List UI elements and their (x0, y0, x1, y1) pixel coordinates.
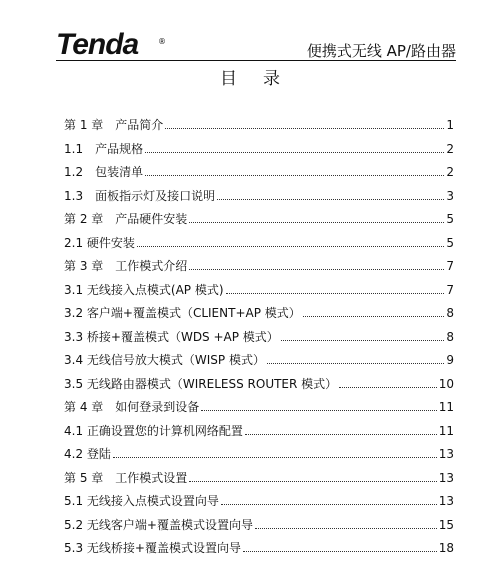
toc-entry-label: 3.2 客户端+覆盖模式（CLIENT+AP 模式） (64, 306, 301, 320)
dot-leader (113, 448, 437, 458)
toc-entry[interactable] (64, 116, 454, 140)
dot-leader (189, 260, 444, 270)
toc-entry[interactable] (64, 422, 454, 446)
toc-entry[interactable] (64, 351, 454, 375)
toc-entry-page: 2 (446, 165, 454, 179)
dot-leader (267, 354, 444, 364)
toc-entry-page: 5 (446, 235, 454, 250)
dot-leader (221, 495, 437, 505)
dot-leader (255, 519, 437, 529)
toc-entry-page: 8 (446, 306, 454, 320)
toc-entry-page: 13 (438, 470, 454, 485)
dot-leader (217, 190, 444, 200)
toc-entry[interactable] (64, 140, 454, 164)
document-title: 便携式无线 AP/路由器 (306, 42, 456, 60)
table-of-contents (64, 116, 454, 563)
dot-leader (226, 284, 445, 294)
toc-entry[interactable] (64, 516, 454, 540)
toc-entry[interactable] (64, 398, 454, 422)
registered-mark: ® (158, 37, 166, 46)
dot-leader (201, 401, 436, 411)
toc-entry-page: 8 (446, 329, 454, 344)
toc-entry-label: 3.3 桥接+覆盖模式（WDS +AP 模式） (64, 329, 279, 344)
dot-leader (245, 425, 437, 435)
toc-entry[interactable] (64, 492, 454, 516)
toc-entry-page: 13 (438, 494, 454, 508)
toc-entry[interactable] (64, 163, 454, 187)
toc-entry-page: 7 (446, 259, 454, 273)
toc-entry-label: 5.2 无线客户端+覆盖模式设置向导 (64, 517, 253, 532)
toc-entry[interactable] (64, 328, 454, 352)
toc-entry-page: 9 (446, 353, 454, 367)
toc-entry-label: 第 2 章 产品硬件安装 (64, 212, 188, 226)
toc-entry[interactable] (64, 445, 454, 469)
toc-entry-page: 3 (446, 188, 454, 203)
toc-entry-label: 1.2 包装清单 (64, 165, 144, 179)
toc-entry-page: 11 (438, 423, 454, 438)
toc-entry-label: 3.1 无线接入点模式(AP 模式) (64, 282, 224, 297)
toc-entry-label: 2.1 硬件安装 (64, 235, 135, 250)
toc-entry[interactable] (64, 210, 454, 234)
toc-entry-page: 15 (438, 517, 454, 532)
toc-entry-label: 第 3 章 工作模式介绍 (64, 259, 188, 273)
toc-entry-label: 第 4 章 如何登录到设备 (64, 400, 200, 414)
dot-leader (137, 237, 444, 247)
toc-entry-label: 5.1 无线接入点模式设置向导 (64, 494, 219, 508)
toc-entry[interactable] (64, 469, 454, 493)
toc-entry-label: 3.5 无线路由器模式（WIRELESS ROUTER 模式） (64, 376, 338, 391)
dot-leader (243, 542, 437, 552)
toc-entry-page: 11 (438, 400, 454, 414)
dot-leader (189, 213, 444, 223)
toc-entry-page: 10 (438, 376, 454, 391)
tenda-logo: Tenda (56, 28, 139, 61)
toc-entry[interactable] (64, 375, 454, 399)
toc-entry-page: 5 (446, 212, 454, 226)
toc-entry-label: 第 1 章 产品简介 (64, 118, 164, 132)
toc-entry[interactable] (64, 304, 454, 328)
toc-entry[interactable] (64, 281, 454, 305)
dot-leader (339, 378, 437, 388)
dot-leader (165, 119, 444, 129)
dot-leader (145, 143, 444, 153)
toc-entry-label: 1.3 面板指示灯及接口说明 (64, 188, 216, 203)
dot-leader (145, 166, 444, 176)
toc-entry-page: 2 (446, 141, 454, 156)
header-divider (56, 60, 456, 61)
toc-entry-page: 7 (446, 282, 454, 297)
toc-entry[interactable] (64, 187, 454, 211)
toc-entry-label: 4.1 正确设置您的计算机网络配置 (64, 423, 243, 438)
toc-entry-page: 18 (438, 541, 454, 555)
toc-entry[interactable] (64, 539, 454, 563)
toc-entry-label: 3.4 无线信号放大模式（WISP 模式） (64, 353, 265, 367)
toc-heading: 目录 (220, 69, 306, 89)
toc-entry-label: 第 5 章 工作模式设置 (64, 470, 188, 485)
toc-entry-page: 1 (446, 118, 454, 132)
toc-entry-label: 1.1 产品规格 (64, 141, 144, 156)
toc-entry[interactable] (64, 234, 454, 258)
toc-entry-label: 5.3 无线桥接+覆盖模式设置向导 (64, 541, 241, 555)
dot-leader (303, 307, 445, 317)
toc-entry[interactable] (64, 257, 454, 281)
page-header (0, 0, 500, 62)
dot-leader (281, 331, 445, 341)
toc-entry-label: 4.2 登陆 (64, 447, 111, 461)
dot-leader (189, 472, 436, 482)
toc-entry-page: 13 (438, 447, 454, 461)
